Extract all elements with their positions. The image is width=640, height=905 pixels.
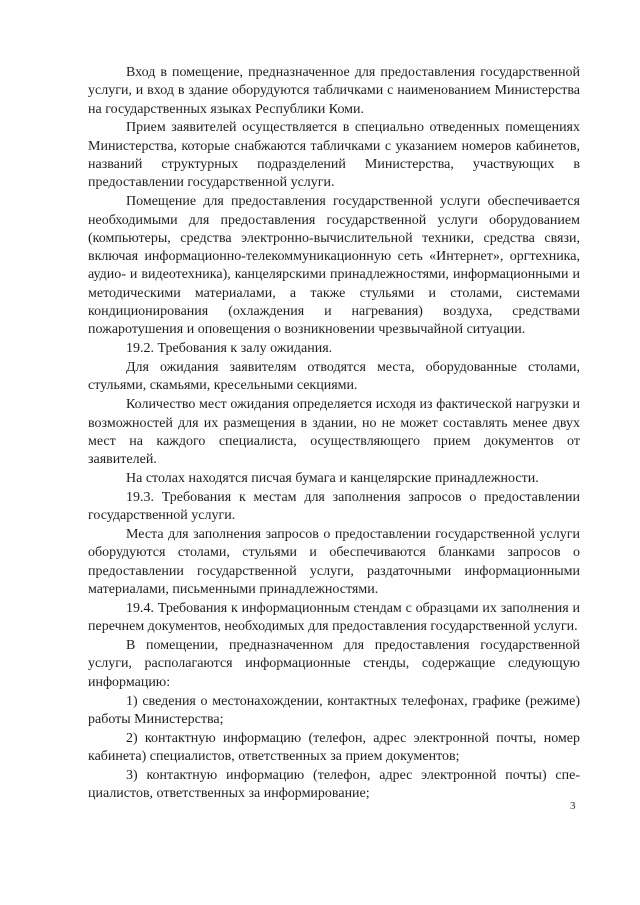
paragraph-info-stands: В помещении, предназначенном для предоставления государственной услуги, располагаются информационные стенды, содержащие следующую информацию: <box>88 638 580 690</box>
paragraph-request-places: Места для заполнения запросов о предоставлении государственной услуги оборудуются столами, стульями и обеспечиваются бланками запросов о предоставлении государственной услуги, раздаточными информационными материалами, письменными принадлежностями. <box>88 527 580 598</box>
section-heading-19-2: 19.2. Требования к залу ожидания. <box>126 341 333 357</box>
paragraph-waiting-places: Для ожидания заявителям отводятся места, оборудованные столами, стульями, скамьями, кресельными секциями. <box>88 360 580 394</box>
paragraph-waiting-count: Количество мест ожидания определяется исходя из фактической нагрузки и возможностей для их размещения в здании, но не может составлять менее двух мест на каждого специалиста, осуществляющего прием документов от заявителей. <box>88 397 580 468</box>
paragraph-room-equipment: Помещение для предоставления государственной услуги обеспечивается необходимыми для предоставления государственной услуги оборудованием (компьютеры, средства электронно-вычислительной техники, средства связи, включая информационно-телекоммуникационную сеть «Интернет», оргтехника, аудио- и видеотехника), канцелярскими принадлежностями, информационными и методическими материалами, а также стульями и столами, системами кондиционирования (охлаждения и нагревания) воздуха, средствами пожаротушения и оповещения о возникновении чрезвычайной ситуации. <box>88 194 580 338</box>
list-item-3: 3) контактную информацию (телефон, адрес электронной почты) специалистов, ответственных за информирование; <box>88 768 580 802</box>
paragraph-reception-rooms: Прием заявителей осуществляется в специально отведенных помещениях Министерства, которые снабжаются табличками с указанием номеров кабинетов, названий структурных подразделений Министерства, участвующих в предоставлении государственной услуги. <box>88 120 580 191</box>
list-item-2: 2) контактную информацию (телефон, адрес электронной почты, номер кабинета) специалистов, ответственных за прием документов; <box>88 730 580 765</box>
page-number: 3 <box>570 800 576 812</box>
paragraph-entrance-signage: Вход в помещение, предназначенное для предоставления государственной услуги, и вход в здание оборудуются табличками с наименованием Министерства на государственных языках Республики Коми. <box>88 65 580 117</box>
section-heading-19-3: 19.3. Требования к местам для заполнения запросов о предоставлении государственной услуги. <box>88 489 580 524</box>
list-item-1: 1) сведения о местонахождении, контактных телефонах, графике (режиме) работы Министерства; <box>88 693 580 727</box>
document-body <box>88 64 580 804</box>
paragraph-tables-supplies: На столах находятся писчая бумага и канцелярские принадлежности. <box>126 471 539 487</box>
section-heading-19-4: 19.4. Требования к информационным стендам с образцами их заполнения и перечнем документов, необходимых для предоставления государственной услуги. <box>88 600 580 635</box>
